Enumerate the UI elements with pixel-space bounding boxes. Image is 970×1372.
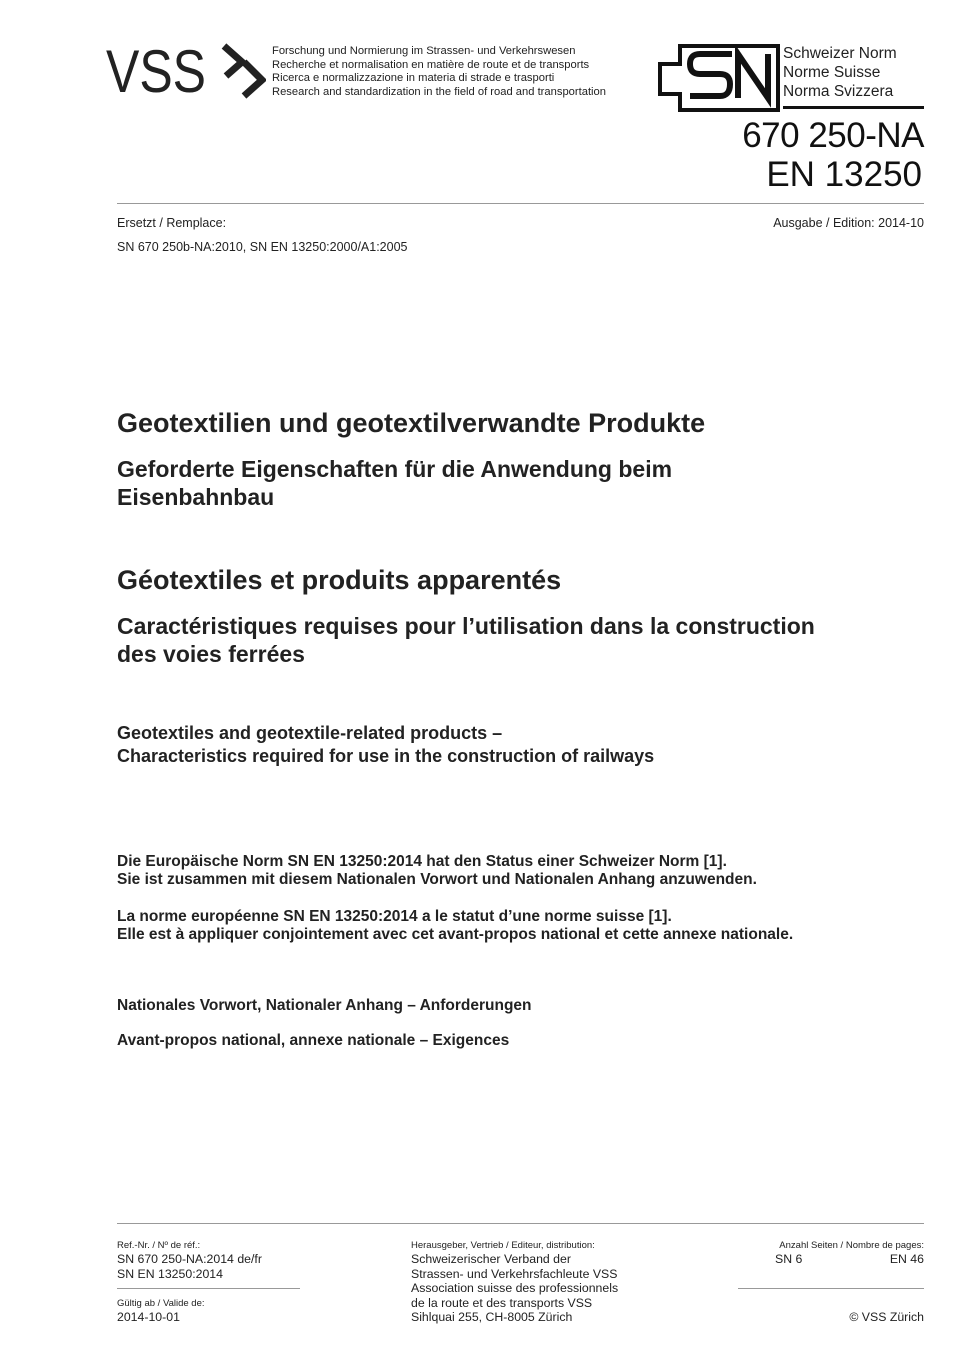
doc-en-number: EN 13250 — [766, 155, 922, 194]
replace-label: Ersetzt / Remplace: — [117, 216, 227, 230]
pages-en: EN 46 — [889, 1252, 924, 1266]
vss-tagline: Forschung und Normierung im Strassen- und Verkehrswesen Recherche et normalisation en matière de route et de transports Ricerca e normalizzazione in materia di strade e trasporti Research and standardization in the field of road and transportation — [272, 45, 606, 98]
svg-text:VSS: VSS — [106, 40, 206, 100]
title-fr-sub: Caractéristiques requises pour l’utilisation dans la construction des voies ferrées — [117, 613, 815, 667]
title-en: Geotextiles and geotextile-related products – Characteristics required for use in the construction of railways — [117, 723, 655, 766]
replace-refs: SN 670 250b-NA:2010, SN EN 13250:2000/A1:2005 — [117, 240, 408, 254]
status-de: Die Europäische Norm SN EN 13250:2014 hat den Status einer Schweizer Norm [1]. Sie ist zusammen mit diesem Nationalen Vorwort und Nationalen Anhang anzuwenden. — [117, 853, 757, 888]
ref-label: Ref.-Nr. / Nº de réf.: — [117, 1240, 201, 1251]
status-fr: La norme européenne SN EN 13250:2014 a le statut d’une norme suisse [1]. Elle est à appliquer conjointement avec cet avant-propos national et cette annexe nationale. — [117, 908, 794, 943]
sn-underline — [783, 106, 924, 109]
title-fr-main: Géotextiles et produits apparentés — [117, 565, 562, 595]
national-fr: Avant-propos national, annexe nationale – Exigences — [117, 1032, 510, 1049]
footer-left-rule — [117, 1288, 300, 1289]
copyright: © VSS Zürich — [849, 1310, 924, 1324]
national-de: Nationales Vorwort, Nationaler Anhang – Anforderungen — [117, 997, 532, 1014]
sn-logo — [656, 44, 780, 112]
footer-divider — [117, 1223, 924, 1224]
ref-values: SN 670 250-NA:2014 de/fr SN EN 13250:2014 — [117, 1252, 262, 1281]
valid-date: 2014-10-01 — [117, 1310, 180, 1324]
doc-number: 670 250-NA — [742, 116, 924, 155]
vss-logo — [106, 40, 266, 100]
footer-right-rule — [738, 1288, 924, 1289]
publisher-address: Schweizerischer Verband der Strassen- und Verkehrsfachleute VSS Association suisse des professionnels de la route et des transports VSS Sihlquai 255, CH-8005 Zürich — [411, 1252, 619, 1324]
pages-sn: SN 6 — [775, 1252, 803, 1266]
pages-label: Anzahl Seiten / Nombre de pages: — [779, 1240, 924, 1251]
header-divider — [117, 203, 924, 204]
sn-labels: Schweizer Norm Norme Suisse Norma Svizzera — [783, 45, 897, 100]
edition: Ausgabe / Edition: 2014-10 — [773, 216, 924, 230]
title-de-sub: Geforderte Eigenschaften für die Anwendung beim Eisenbahnbau — [117, 456, 673, 510]
title-de-main: Geotextilien und geotextilverwandte Produkte — [117, 408, 706, 438]
publisher-label: Herausgeber, Vertrieb / Editeur, distribution: — [411, 1240, 595, 1251]
valid-label: Gültig ab / Valide de: — [117, 1298, 205, 1309]
